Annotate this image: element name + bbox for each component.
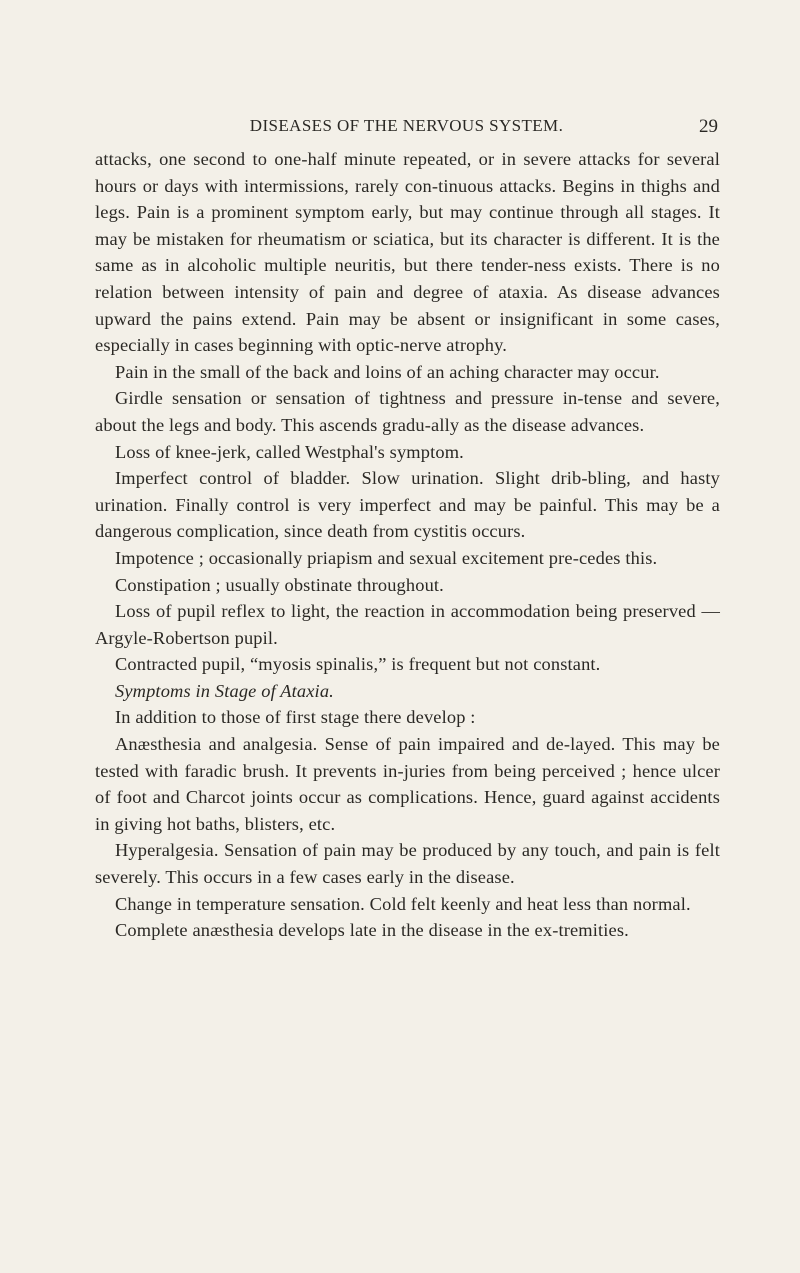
paragraph-complete-anaesthesia: Complete anæsthesia develops late in the disease in the ex-tremities.: [115, 920, 629, 941]
paragraph-in-addition: In addition to those of first stage there develop :: [115, 707, 476, 728]
page-header: [95, 116, 718, 140]
section-heading-ataxia-stage: Symptoms in Stage of Ataxia.: [115, 680, 334, 701]
paragraph-back-pain: Pain in the small of the back and loins of an aching character may occur.: [115, 361, 660, 382]
paragraph-constipation: Constipation ; usually obstinate throughout.: [115, 574, 444, 595]
running-head: DISEASES OF THE NERVOUS SYSTEM.: [249, 116, 564, 135]
paragraph-bladder: Imperfect control of bladder. Slow urination. Slight drib-bling, and hasty urination. Finally control is very imperfect and may be painful. This may be a dangerous complication, since death from cystitis occurs.: [95, 468, 720, 542]
paragraph-girdle-sensation: Girdle sensation or sensation of tightness and pressure in-tense and severe, about the legs and body. This ascends gradu-ally as the disease advances.: [95, 388, 720, 435]
body-text: [95, 146, 720, 944]
paragraph-pupil-reflex: Loss of pupil reflex to light, the reaction in accommodation being preserved — Argyle-Robertson pupil.: [95, 601, 720, 648]
page-number: 29: [699, 116, 718, 137]
paragraph-temperature: Change in temperature sensation. Cold felt keenly and heat less than normal.: [115, 893, 691, 914]
paragraph-knee-jerk: Loss of knee-jerk, called Westphal's symptom.: [115, 441, 464, 462]
paragraph-hyperalgesia: Hyperalgesia. Sensation of pain may be produced by any touch, and pain is felt severely. This occurs in a few cases early in the disease.: [95, 840, 720, 888]
paragraph-pain-attacks: attacks, one second to one-half minute repeated, or in severe attacks for several hours or days with intermissions, rarely con-tinuous attacks. Begins in thighs and legs. Pain is a prominent symptom early, but may continue through all stages. It may be mistaken for rheumatism or sciatica, but its character is different. It is the same as in alcoholic multiple neuritis, but there tender-ness exists. There is no relation between intensity of pain and degree of ataxia. As disease advances upward the pains extend. Pain may be absent or insignificant in some cases, especially in cases beginning with optic-nerve atrophy.: [95, 149, 720, 356]
paragraph-anaesthesia: Anæsthesia and analgesia. Sense of pain impaired and de-layed. This may be tested with faradic brush. It prevents in-juries from being perceived ; hence ulcer of foot and Charcot joints occur as complications. Hence, guard against accidents in giving hot baths, blisters, etc.: [95, 734, 720, 834]
paragraph-impotence: Impotence ; occasionally priapism and sexual excitement pre-cedes this.: [115, 547, 658, 568]
paragraph-contracted-pupil: Contracted pupil, “myosis spinalis,” is frequent but not constant.: [115, 654, 601, 675]
